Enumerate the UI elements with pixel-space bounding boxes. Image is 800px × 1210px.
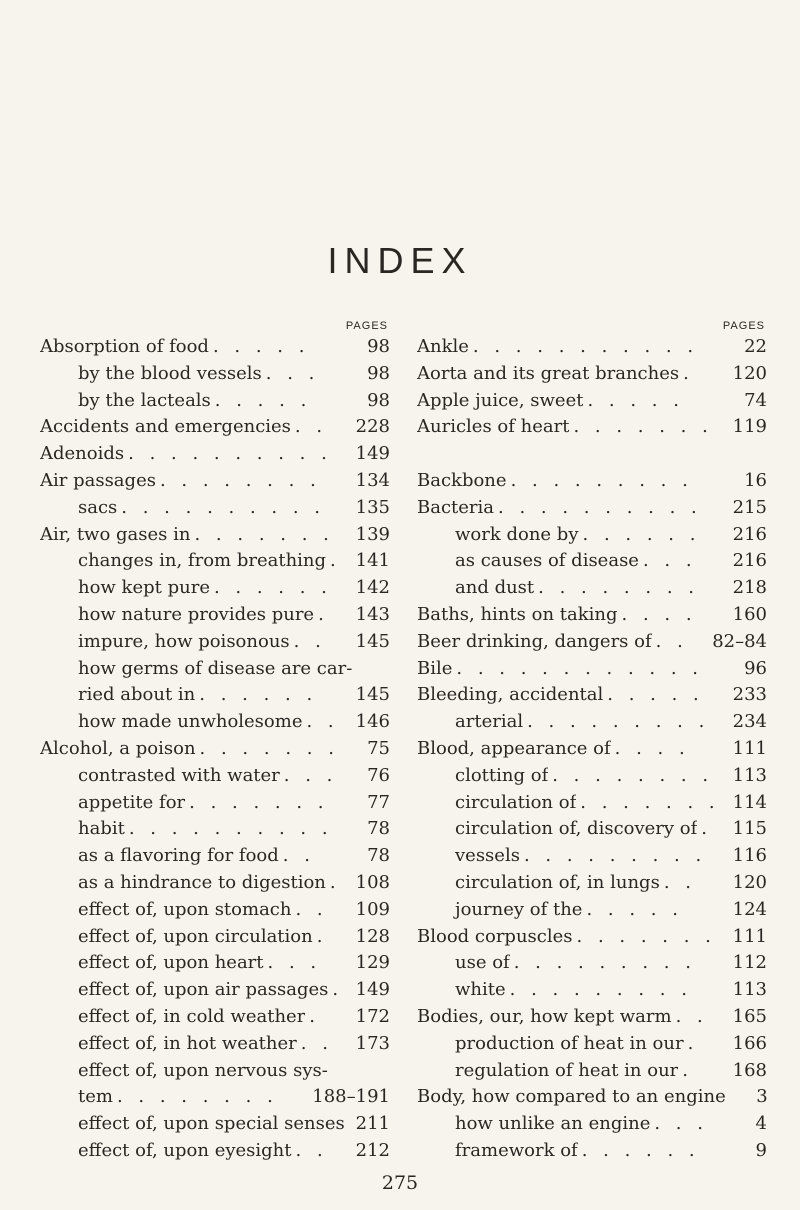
entry-term: Baths, hints on taking [417,603,618,625]
index-entry [40,522,390,549]
index-entry [40,1031,390,1058]
entry-page: 166 [732,1032,767,1054]
entry-term: journey of the [455,898,583,920]
entry-term: framework of [455,1139,578,1161]
leader-dots: . . . . . . . [189,791,329,813]
entry-term: clotting of [455,764,549,786]
entry-term: circulation of, in lungs [455,871,660,893]
leader-dots: . . . [265,362,320,384]
index-entry [40,736,390,763]
leader-dots: . . . [654,1113,708,1135]
leader-dots: . . . . . . . . . . [498,496,702,518]
entry-page: 82–84 [712,630,767,652]
entry-page: 76 [367,764,390,786]
index-entry [417,1111,767,1138]
entry-term: Absorption of food [40,336,209,357]
leader-dots: . [316,925,328,947]
leader-dots: . . . . . . . . . [509,979,692,1001]
index-entry [417,441,767,468]
entry-page: 4 [755,1113,767,1135]
entry-term: effect of, upon eyesight [78,1139,292,1161]
leader-dots: . . . . . [587,389,684,411]
entry-page: 111 [732,737,767,759]
entry-term: as causes of disease [455,550,639,572]
leader-dots: . . [293,630,326,652]
index-entry [40,1004,390,1031]
entry-term: Aorta and its great branches [417,362,680,384]
entry-page: 124 [732,898,767,920]
leader-dots: . . . . . [214,389,312,411]
entry-term: contrasted with water [78,764,280,786]
pages-header: PAGES [722,320,765,332]
entry-term: Bodies, our, how kept warm [417,1005,672,1027]
entry-term: circulation of, discovery of [455,818,698,840]
leader-dots: . . . . . . . [580,791,720,813]
entry-term: production of heat in our [455,1032,684,1054]
index-entry [417,656,767,683]
entry-page: 129 [355,952,390,974]
entry-page: 115 [732,818,767,840]
entry-term: ried about in [78,684,196,706]
entry-page: 149 [355,979,390,1001]
entry-term: how unlike an engine [455,1113,651,1135]
entry-term: arterial [455,711,524,733]
index-entry [40,388,390,415]
leader-dots: . . . . . . [581,1139,700,1161]
index-entry [417,575,767,602]
entry-term: how nature provides pure [78,603,315,625]
entry-page: 78 [367,845,390,867]
leader-dots: . . . . . . . . . [513,952,696,974]
leader-dots: . . . . . . . [576,925,716,947]
entry-page: 139 [355,523,390,545]
entry-page: 98 [367,389,390,411]
page-number: 275 [381,1172,419,1194]
index-entry [40,924,390,951]
entry-page: 120 [732,871,767,893]
index-entry [417,816,767,843]
entry-page: 109 [355,898,390,920]
entry-page: 9 [755,1139,767,1161]
entry-term: sacs [78,496,118,518]
entry-page: 149 [355,443,390,465]
leader-dots: . . . . . . . . [552,764,714,786]
pages-header: PAGES [345,320,388,332]
index-entry [40,334,390,361]
index-entry [417,468,767,495]
entry-term: effect of, in hot weather [78,1032,297,1054]
index-entry [40,548,390,575]
leader-dots: . . . . [614,737,690,759]
entry-term: Air passages [40,469,156,491]
leader-dots: . [329,871,341,893]
index-entry [40,656,390,683]
entry-page: 168 [732,1059,767,1081]
entry-term: and dust [455,577,535,599]
entry-term: tem [78,1086,113,1108]
index-entry [417,790,767,817]
leader-dots: . . . . . . . . . . [128,443,332,465]
entry-page: 212 [355,1139,390,1161]
index-entry [417,388,767,415]
entry-page: 77 [367,791,390,813]
leader-dots: . . . . . . . . . . . [472,336,699,357]
index-entry [40,682,390,709]
index-entry [40,816,390,843]
entry-term: by the blood vessels [78,362,262,384]
index-entry [40,977,390,1004]
entry-page: 111 [732,925,767,947]
entry-page: 114 [732,791,767,813]
entry-page: 128 [355,925,390,947]
entry-page: 234 [732,711,767,733]
leader-dots: . . . . . . . [573,416,713,438]
entry-term: Adenoids [40,443,125,465]
index-entry [40,843,390,870]
entry-term: changes in, from breathing [78,550,327,572]
index-entry [40,763,390,790]
index-entry [40,602,390,629]
entry-page: 116 [732,845,767,867]
entry-page: 134 [355,469,390,491]
leader-dots: . . . . . . . [199,737,339,759]
leader-dots: . [309,1005,321,1027]
index-entry [417,843,767,870]
entry-page: 165 [732,1005,767,1027]
entry-term: how kept pure [78,577,210,599]
index-entry [40,1111,390,1138]
entry-term: effect of, upon air passages [78,979,329,1001]
index-entry [40,790,390,817]
index-entry [417,709,767,736]
entry-page: 141 [355,550,390,572]
entry-page: 228 [355,416,390,438]
entry-term: work done by [455,523,579,545]
index-entry [417,682,767,709]
index-entry [40,441,390,468]
index-entry [417,1031,767,1058]
entry-term: Apple juice, sweet [417,389,584,411]
index-entry [40,414,390,441]
index-entry [40,575,390,602]
entry-page: 119 [732,416,767,438]
entry-term: Beer drinking, dangers of [417,630,652,652]
index-entry [417,897,767,924]
index-entry [40,870,390,897]
entry-page: 96 [744,657,767,679]
entry-term: by the lacteals [78,389,211,411]
entry-page: 135 [355,496,390,518]
entry-term: Blood, appearance of [417,737,611,759]
leader-dots: . . [306,711,339,733]
index-entry [417,361,767,388]
index-entry [417,977,767,1004]
leader-dots: . . . . . [212,336,310,357]
leader-dots: . . . [283,764,338,786]
entry-page: 146 [355,711,390,733]
index-entry [417,950,767,977]
leader-dots: . [683,362,694,384]
index-entry [40,950,390,977]
entry-term: Accidents and emergencies [40,416,291,438]
leader-dots: . . [295,1139,328,1161]
leader-dots: . . [300,1032,333,1054]
index-entry [417,763,767,790]
index-entry [40,495,390,522]
leader-dots: . . . . . . . . . . [128,818,333,840]
leader-dots: . . . . . . . . . . . . [456,657,704,679]
index-column-left [40,318,390,1165]
entry-term: regulation of heat in our [455,1059,679,1081]
entry-page: 218 [732,577,767,599]
entry-term: vessels [455,845,520,867]
entry-page: 216 [732,550,767,572]
leader-dots: . . . . . . . . . [510,469,693,491]
entry-page: 188–191 [312,1086,390,1108]
entry-term: Bile [417,657,453,679]
index-entry [417,1084,767,1111]
index-entry [417,924,767,951]
entry-term: as a flavoring for food [78,845,279,867]
index-entry [40,468,390,495]
index-entry [40,1084,390,1111]
leader-dots: . [687,1032,699,1054]
entry-term: effect of, upon circulation [78,925,313,947]
entry-page: 22 [744,336,767,357]
entry-term: Blood corpuscles [417,925,573,947]
entry-term: how made unwholesome [78,711,303,733]
entry-term: white [455,979,506,1001]
index-entry [40,709,390,736]
index-entry [417,414,767,441]
index-entry [40,897,390,924]
index-entry [417,495,767,522]
leader-dots: . . . . . . [582,523,701,545]
entry-term: Bleeding, accidental [417,684,604,706]
entry-page: 142 [355,577,390,599]
entry-term: Body, how compared to an engine [417,1086,726,1108]
entry-term: Backbone [417,469,507,491]
index-entry [40,1138,390,1165]
leader-dots: . . . . . . . [194,523,334,545]
leader-dots: . . . . . . . . [538,577,699,599]
leader-dots: . . [295,898,328,920]
entry-term: use of [455,952,510,974]
leader-dots: . [330,550,341,572]
entry-page: 98 [367,362,390,384]
entry-page: 112 [732,952,767,974]
entry-term: as a hindrance to digestion [78,871,326,893]
index-entry [417,548,767,575]
page-title: INDEX [327,240,473,281]
entry-page: 160 [732,603,767,625]
index-entries [417,334,767,1165]
entry-page: 216 [732,523,767,545]
leader-dots: . [318,603,329,625]
entry-page: 145 [355,630,390,652]
entry-page: 3 [756,1086,768,1108]
index-column-right [417,318,767,1165]
index-entry [40,1058,390,1085]
entry-page: 173 [355,1032,390,1054]
entry-page: 120 [732,362,767,384]
entry-term: effect of, in cold weather [78,1005,306,1027]
index-entry [417,1004,767,1031]
entry-term: Air, two gases in [40,523,191,545]
entry-term: effect of, upon special senses [78,1113,345,1135]
index-entry [40,361,390,388]
entry-page: 233 [732,684,767,706]
leader-dots: . . . [642,550,697,572]
index-entry [417,736,767,763]
entry-term: effect of, upon heart [78,952,264,974]
index-entry [417,629,767,656]
index-entry [417,334,767,361]
entry-term: effect of, upon nervous sys- [78,1059,328,1081]
leader-dots: . . . . . . . . [116,1086,278,1108]
leader-dots: . . . [267,952,322,974]
leader-dots: . . . . . . [213,577,332,599]
leader-dots: . . [655,630,688,652]
entry-page: 108 [355,871,390,893]
leader-dots: . . . . . . . . . [523,845,707,867]
entry-term: circulation of [455,791,577,813]
entry-term: effect of, upon stomach [78,898,292,920]
entry-page: 145 [355,684,390,706]
entry-term: Auricles of heart [417,416,570,438]
leader-dots: . . . . [621,603,697,625]
index-entry [417,870,767,897]
leader-dots: . [682,1059,693,1081]
leader-dots: . . [663,871,696,893]
entry-term: Alcohol, a poison [40,737,196,759]
entry-term: how germs of disease are car- [78,657,353,679]
entry-page: 211 [355,1113,390,1135]
entry-page: 16 [744,469,767,491]
entry-page: 113 [732,764,767,786]
index-entry [40,629,390,656]
index-entry [417,1058,767,1085]
leader-dots: . . . . . . . . . . [121,496,326,518]
leader-dots: . [701,818,713,840]
leader-dots: . . [294,416,328,438]
entry-page: 78 [367,818,390,840]
entry-term: Bacteria [417,496,495,518]
leader-dots: . . [282,845,315,867]
entry-page: 113 [732,979,767,1001]
index-entry [417,602,767,629]
entry-term: habit [78,818,125,840]
entry-term: impure, how poisonous [78,630,290,652]
entry-term: appetite for [78,791,186,813]
entry-page: 215 [732,496,767,518]
leader-dots: . . . . . . [199,684,318,706]
index-entry [417,1138,767,1165]
entry-page: 75 [367,737,390,759]
index-entries [40,334,390,1165]
leader-dots: . . [675,1005,708,1027]
entry-page: 98 [367,336,390,357]
index-entry [417,522,767,549]
leader-dots: . . . . . [607,684,704,706]
entry-term: Ankle [417,336,469,357]
entry-page: 74 [744,389,767,411]
entry-page: 172 [355,1005,390,1027]
leader-dots: . [332,979,344,1001]
entry-page: 143 [355,603,390,625]
leader-dots: . . . . . [586,898,683,920]
leader-dots: . . . . . . . . [159,469,321,491]
leader-dots: . . . . . . . . . [527,711,710,733]
